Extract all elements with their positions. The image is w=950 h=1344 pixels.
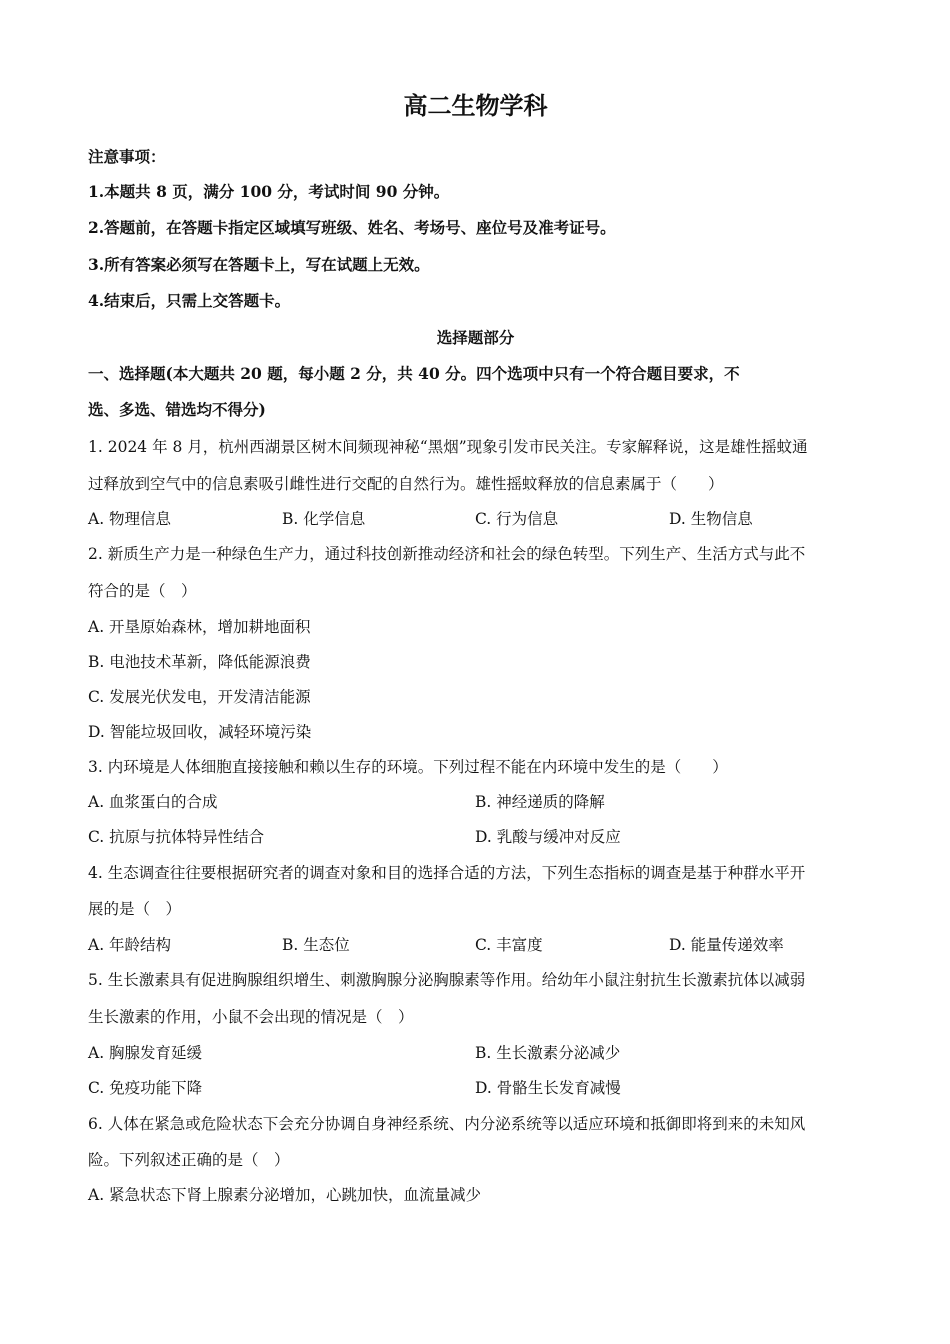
section-title: 选择题部分 (436, 328, 515, 347)
question-option: B. 电池技术革新，降低能源浪费 (88, 653, 311, 671)
question-option: D. 骨骼生长发育减慢 (475, 1079, 621, 1097)
question-stem: 过释放到空气中的信息素吸引雌性进行交配的自然行为。雄性摇蚊释放的信息素属于（ ） (88, 475, 724, 493)
notice-item: 1.本题共 8 页，满分 100 分，考试时间 90 分钟。 (88, 182, 450, 201)
question-option: B. 生长激素分泌减少 (475, 1044, 621, 1062)
question-stem: 险。下列叙述正确的是（ ） (88, 1151, 290, 1169)
notice-item: 4.结束后，只需上交答题卡。 (88, 291, 291, 310)
question-option: C. 行为信息 (475, 510, 559, 528)
notice-item: 2.答题前，在答题卡指定区域填写班级、姓名、考场号、座位号及准考证号。 (88, 218, 616, 237)
question-stem: 2. 新质生产力是一种绿色生产力，通过科技创新推动经济和社会的绿色转型。下列生产、生活方式与此不 (88, 545, 806, 563)
question-option: B. 生态位 (282, 936, 350, 954)
question-stem: 3. 内环境是人体细胞直接接触和赖以生存的环境。下列过程不能在内环境中发生的是（ ） (88, 758, 728, 776)
question-option: A. 胸腺发育延缓 (88, 1044, 203, 1062)
section-instruction: 选、多选、错选均不得分) (88, 400, 266, 419)
question-option: D. 智能垃圾回收，减轻环境污染 (88, 723, 312, 741)
question-option: A. 血浆蛋白的合成 (88, 793, 218, 811)
question-option: A. 紧急状态下肾上腺素分泌增加，心跳加快，血流量减少 (88, 1186, 482, 1204)
question-option: A. 开垦原始森林，增加耕地面积 (88, 618, 311, 636)
question-option: A. 年龄结构 (88, 936, 172, 954)
question-stem: 符合的是（ ） (88, 582, 197, 600)
question-option: D. 生物信息 (669, 510, 753, 528)
question-stem: 5. 生长激素具有促进胸腺组织增生、刺激胸腺分泌胸腺素等作用。给幼年小鼠注射抗生长激素抗体以减弱 (88, 971, 806, 989)
question-option: D. 能量传递效率 (669, 936, 784, 954)
question-stem: 1. 2024 年 8 月，杭州西湖景区树木间频现神秘“黑烟”现象引发市民关注。专家解释说，这是雄性摇蚊通 (88, 438, 808, 456)
notice-item: 3.所有答案必须写在答题卡上，写在试题上无效。 (88, 255, 430, 274)
question-stem: 展的是（ ） (88, 900, 182, 918)
question-stem: 4. 生态调查往往要根据研究者的调查对象和目的选择合适的方法，下列生态指标的调查是基于种群水平开 (88, 864, 806, 882)
question-option: C. 丰富度 (475, 936, 543, 954)
question-option: A. 物理信息 (88, 510, 172, 528)
question-option: C. 抗原与抗体特异性结合 (88, 828, 265, 846)
section-instruction: 一、选择题(本大题共 20 题，每小题 2 分，共 40 分。四个选项中只有一个符合题目要求，不 (88, 364, 740, 383)
question-option: B. 神经递质的降解 (475, 793, 605, 811)
question-option: C. 免疫功能下降 (88, 1079, 203, 1097)
question-option: D. 乳酸与缓冲对反应 (475, 828, 621, 846)
notice-heading: 注意事项： (88, 147, 166, 166)
question-stem: 6. 人体在紧急或危险状态下会充分协调自身神经系统、内分泌系统等以适应环境和抵御即将到来的未知风 (88, 1115, 806, 1133)
page-title: 高二生物学科 (403, 91, 548, 120)
question-option: B. 化学信息 (282, 510, 366, 528)
question-option: C. 发展光伏发电，开发清洁能源 (88, 688, 311, 706)
question-stem: 生长激素的作用，小鼠不会出现的情况是（ ） (88, 1008, 414, 1026)
